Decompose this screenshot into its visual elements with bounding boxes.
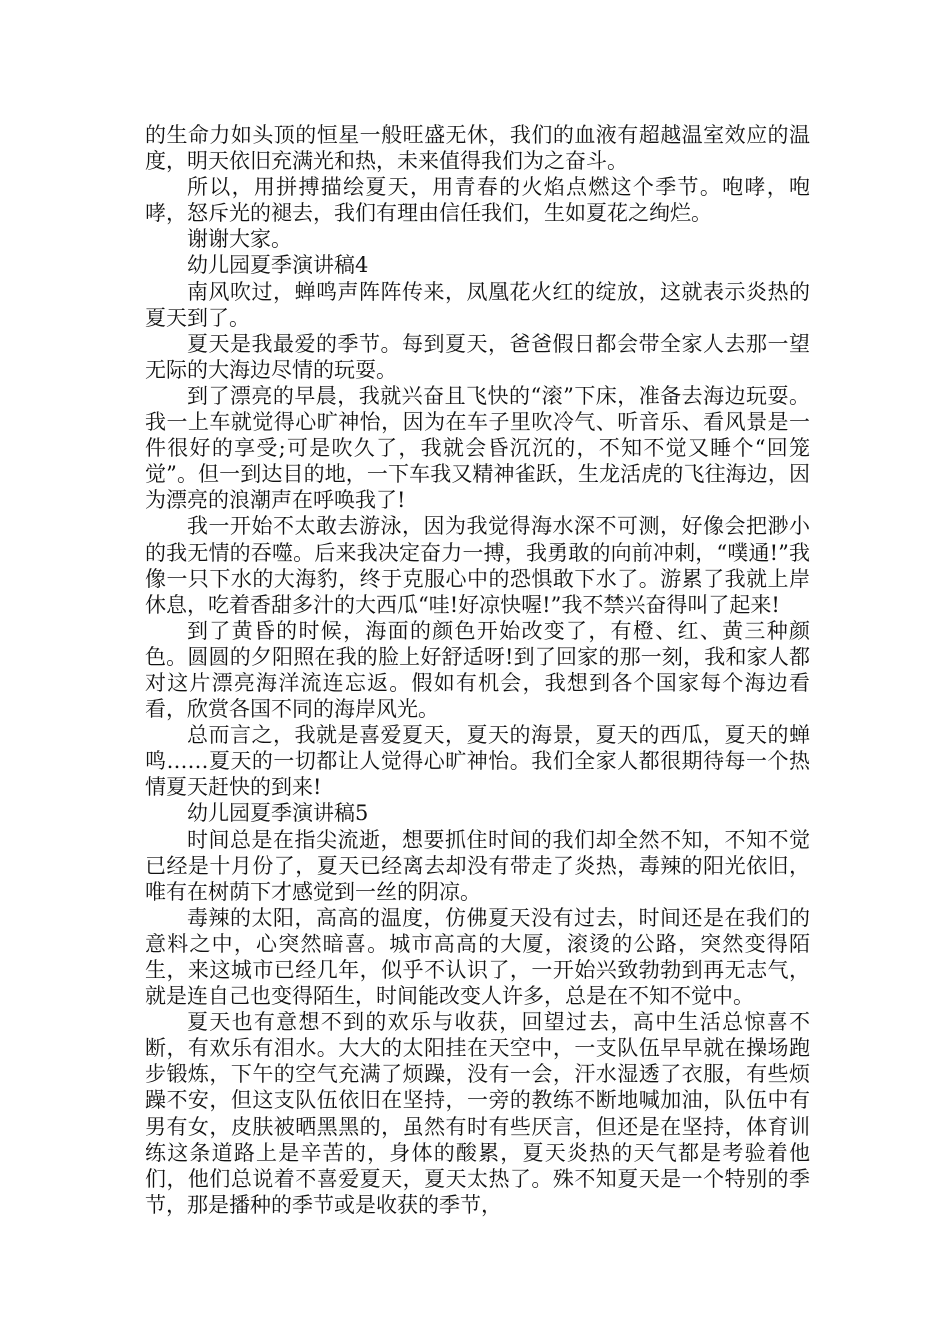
paragraph: 时间总是在指尖流逝，想要抓住时间的我们却全然不知，不知不觉已经是十月份了，夏天已经离去却没有带走了炎热，毒辣的阳光依旧，唯有在树荫下才感觉到一丝的阴凉。 [145,827,810,904]
paragraph: 所以，用拼搏描绘夏天，用青春的火焰点燃这个季节。咆哮，咆哮，怒斥光的褪去，我们有理由信任我们，生如夏花之绚烂。 [145,175,810,226]
paragraph: 毒辣的太阳，高高的温度，仿佛夏天没有过去，时间还是在我们的意料之中，心突然暗喜。城市高高的大厦，滚烫的公路，突然变得陌生，来这城市已经几年，似乎不认识了，一开始兴致勃勃到再无志气，就是连自己也变得陌生，时间能改变人许多，总是在不知不觉中。 [145,905,810,1009]
paragraph: 夏天是我最爱的季节。每到夏天，爸爸假日都会带全家人去那一望无际的大海边尽情的玩耍。 [145,331,810,382]
paragraph: 的生命力如头顶的恒星一般旺盛无休，我们的血液有超越温室效应的温度，明天依旧充满光和热，未来值得我们为之奋斗。 [145,123,810,174]
paragraph: 到了漂亮的早晨，我就兴奋且飞快的“滚”下床，准备去海边玩耍。我一上车就觉得心旷神怡，因为在车子里吹冷气、听音乐、看风景是一件很好的享受;可是吹久了，我就会昏沉沉的，不知不觉又睡个“回笼觉”。但一到达目的地，一下车我又精神雀跃，生龙活虎的飞往海边，因为漂亮的浪潮声在呼唤我了! [145,383,810,513]
paragraph: 总而言之，我就是喜爱夏天，夏天的海景，夏天的西瓜，夏天的蝉鸣……夏天的一切都让人觉得心旷神怡。我们全家人都很期待每一个热情夏天赶快的到来! [145,723,810,800]
paragraph: 夏天也有意想不到的欢乐与收获，回望过去，高中生活总惊喜不断，有欢乐有泪水。大大的太阳挂在天空中，一支队伍早早就在操场跑步锻炼，下午的空气充满了烦躁，没有一会，汗水湿透了衣服，有些烦躁不安，但这支队伍依旧在坚持，一旁的教练不断地喊加油，队伍中有男有女，皮肤被晒黑黑的，虽然有时有些厌言，但还是在坚持，体育训练这条道路上是辛苦的，身体的酸累，夏天炎热的天气都是考验着他们，他们总说着不喜爱夏天，夏天太热了。殊不知夏天是一个特别的季节，那是播种的季节或是收获的季节， [145,1010,810,1217]
paragraph: 到了黄昏的时候，海面的颜色开始改变了，有橙、红、黄三种颜色。圆圆的夕阳照在我的脸上好舒适呀!到了回家的那一刻，我和家人都对这片漂亮海洋流连忘返。假如有机会，我想到各个国家每个海边看看，欣赏各国不同的海岸风光。 [145,618,810,722]
section-heading: 幼儿园夏季演讲稿4 [187,253,369,278]
section-heading: 幼儿园夏季演讲稿5 [187,801,369,826]
paragraph: 谢谢大家。 [187,227,292,252]
document-page [145,122,810,1218]
paragraph: 南风吹过，蝉鸣声阵阵传来，凤凰花火红的绽放，这就表示炎热的夏天到了。 [145,279,810,330]
paragraph: 我一开始不太敢去游泳，因为我觉得海水深不可测，好像会把渺小的我无情的吞噬。后来我决定奋力一搏，我勇敢的向前冲刺，“噗通!”我像一只下水的大海豹，终于克服心中的恐惧敢下水了。游累了我就上岸休息，吃着香甜多汁的大西瓜“哇!好凉快喔!”我不禁兴奋得叫了起来! [145,514,810,617]
